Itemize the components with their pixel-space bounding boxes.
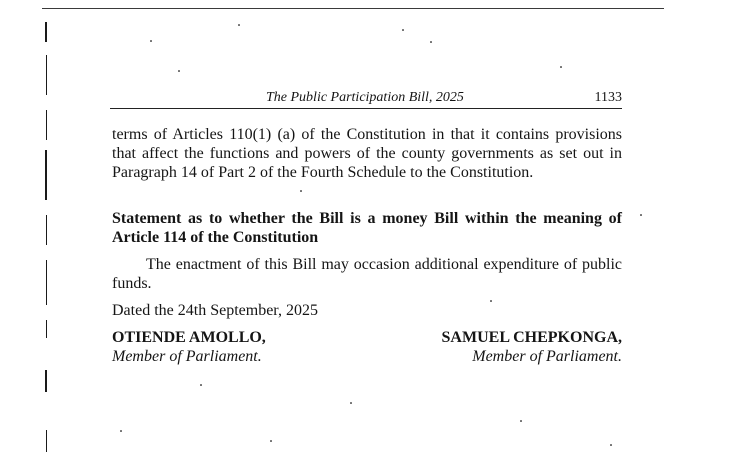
scan-speck — [150, 40, 152, 42]
scan-speck — [300, 190, 302, 192]
scan-speck — [520, 420, 522, 422]
scan-margin-mark — [46, 55, 47, 95]
page-number: 1133 — [594, 90, 622, 105]
scan-speck — [560, 66, 562, 68]
scan-speck — [178, 70, 180, 72]
scan-speck — [640, 214, 642, 216]
signature-block-left — [112, 328, 266, 366]
signature-block-right — [442, 328, 622, 366]
scan-margin-mark — [46, 430, 47, 452]
scan-margin-mark — [46, 320, 47, 338]
dated-line: Dated the 24th September, 2025 — [112, 302, 318, 319]
scan-margin-mark — [45, 370, 47, 392]
scan-margin-mark — [46, 110, 47, 140]
scan-speck — [238, 24, 240, 26]
signatory-role: Member of Parliament. — [112, 348, 262, 365]
scan-speck — [402, 29, 404, 31]
signatory-role: Member of Parliament. — [472, 348, 622, 365]
paragraph-expenditure: The enactment of this Bill may occasion additional expenditure of public funds. — [112, 256, 622, 292]
signatory-name: SAMUEL CHEPKONGA, — [441, 329, 622, 346]
paragraph-constitution-reference: terms of Articles 110(1) (a) of the Constitution in that it contains provisions that affect the functions and powers of the county governments as set out in Paragraph 14 of Part 2 of the Fourth Schedule to the Constitution. — [112, 126, 622, 181]
scan-margin-mark — [46, 260, 47, 305]
scan-margin-mark — [46, 215, 47, 245]
scan-margin-mark — [45, 150, 47, 200]
money-bill-heading: Statement as to whether the Bill is a money Bill within the meaning of Article 114 of the Constitution — [112, 210, 622, 246]
scan-speck — [120, 430, 122, 432]
scan-speck — [610, 444, 612, 446]
scan-speck — [350, 402, 352, 404]
scan-speck — [270, 440, 272, 442]
scan-speck — [430, 41, 432, 43]
running-header — [110, 90, 622, 109]
bill-title: The Public Participation Bill, 2025 — [266, 90, 464, 105]
page-top-edge — [42, 8, 664, 9]
scan-speck — [200, 384, 202, 386]
signatory-name: OTIENDE AMOLLO, — [112, 329, 266, 346]
scan-margin-mark — [45, 22, 47, 42]
